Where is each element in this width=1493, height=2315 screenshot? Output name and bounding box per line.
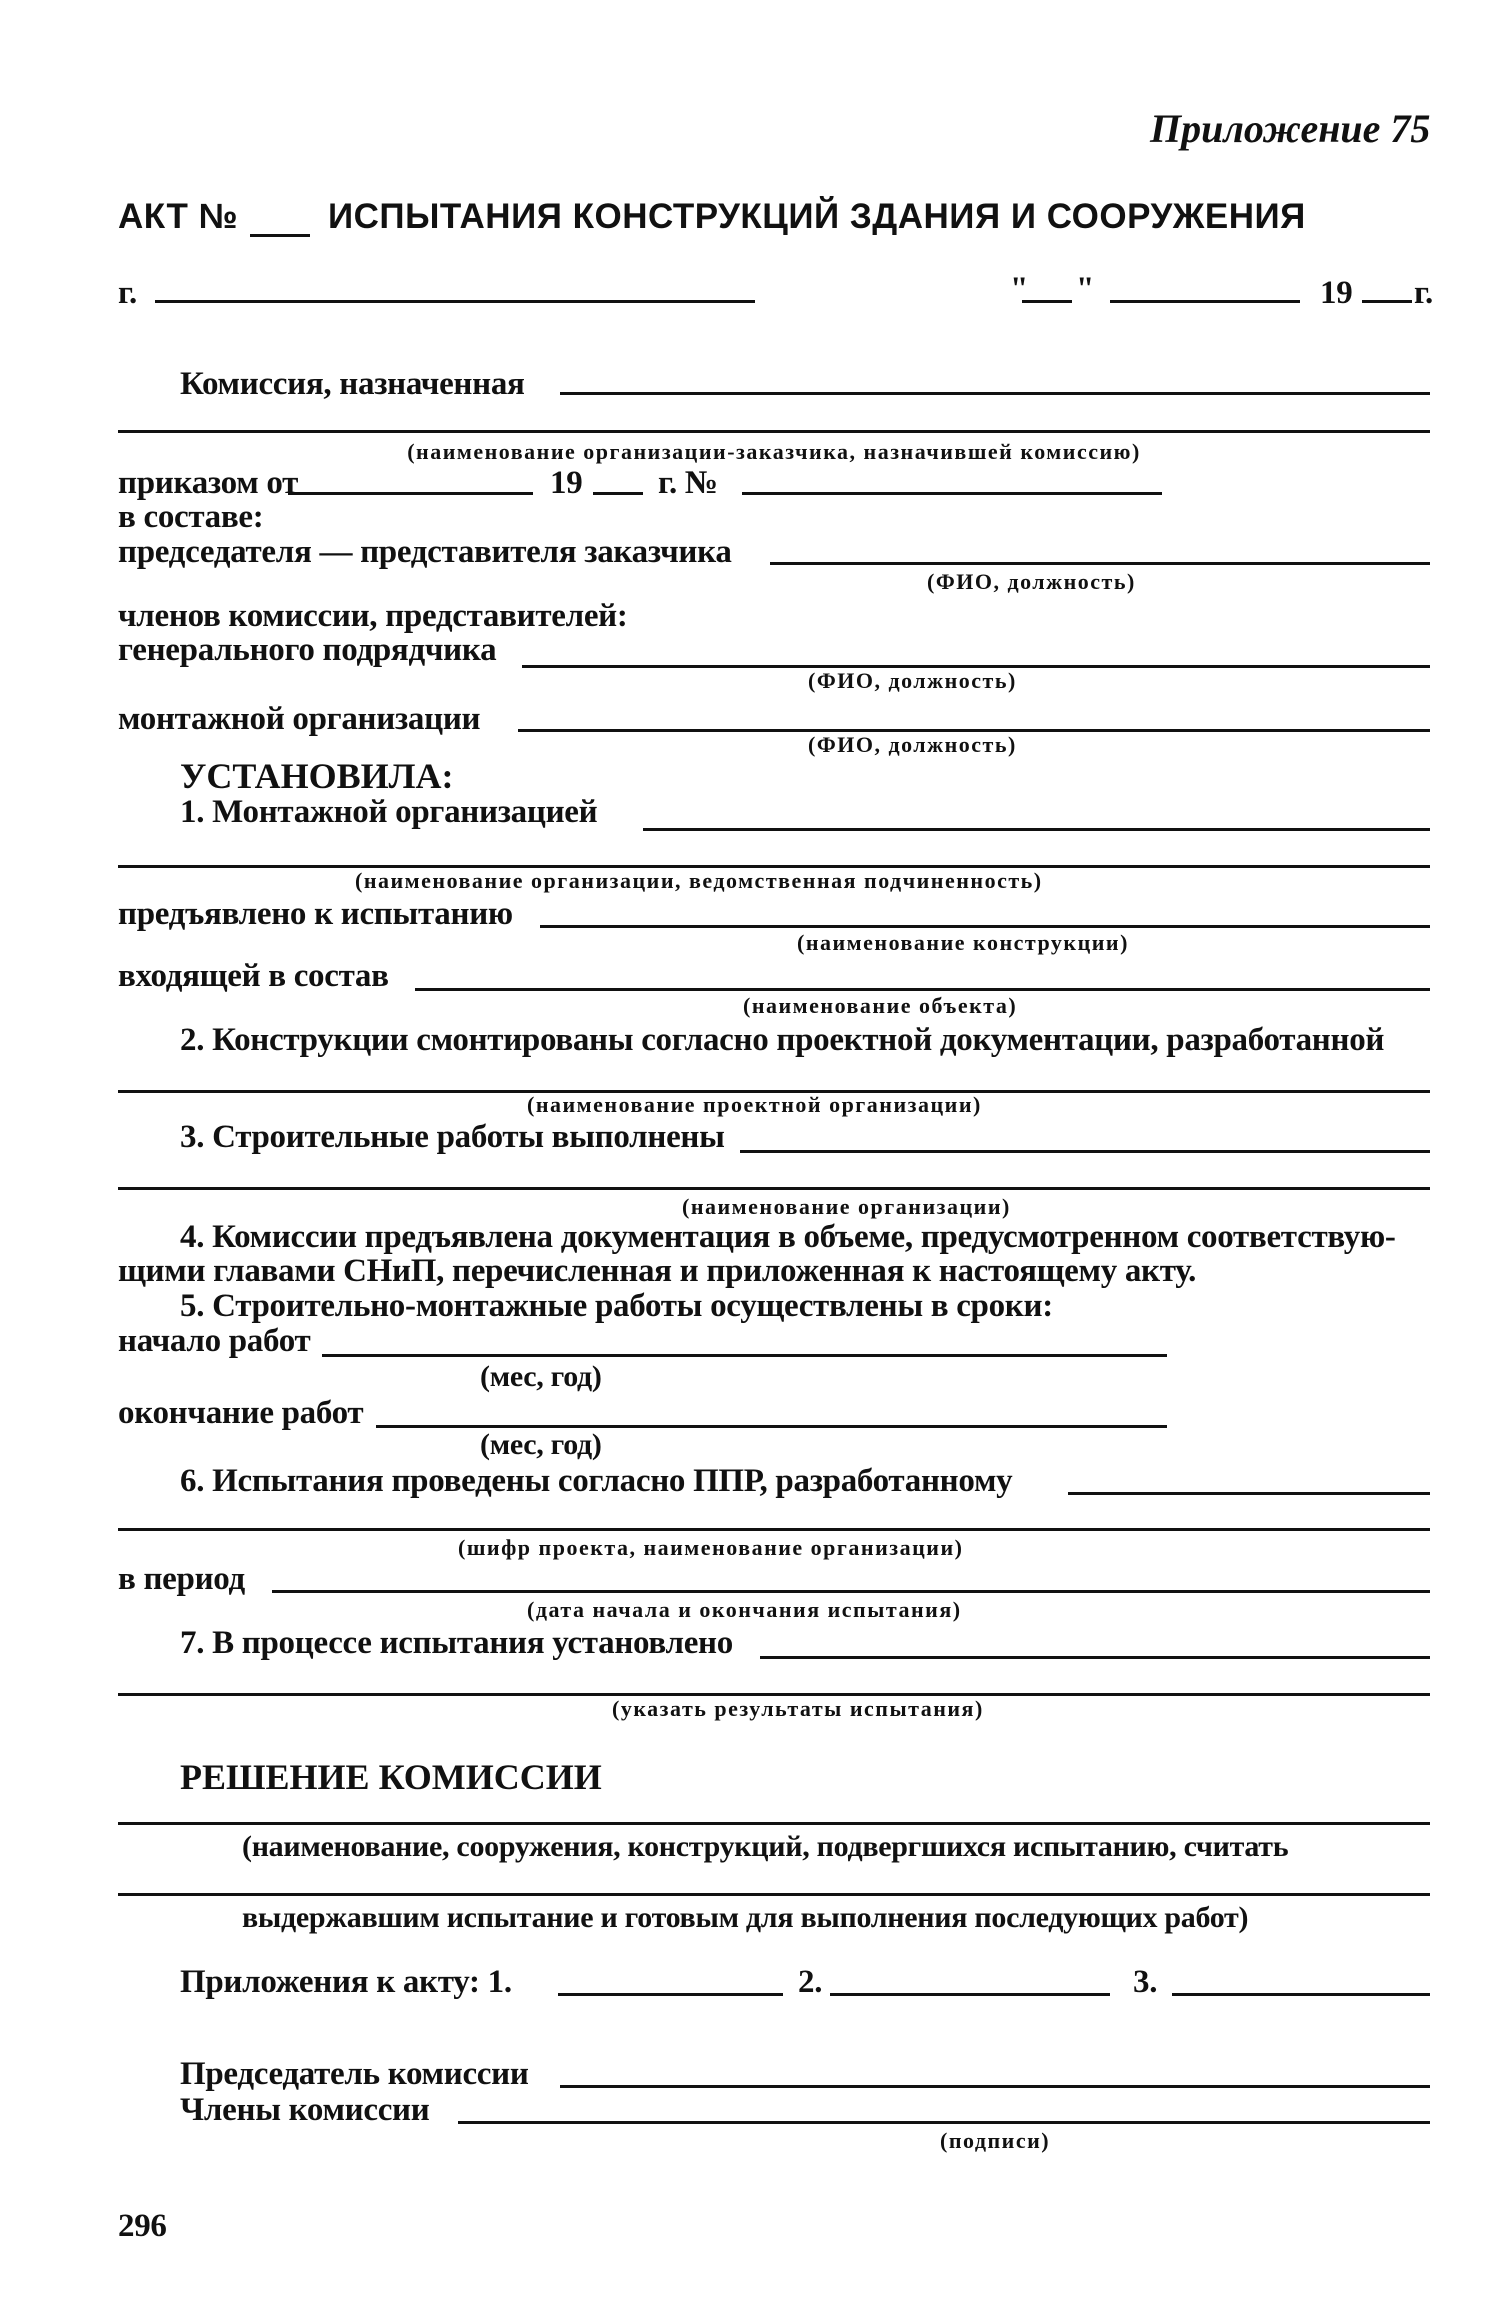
attachment3-line[interactable] <box>1172 1993 1430 1996</box>
quote-close: " <box>1076 271 1095 307</box>
item1-line[interactable] <box>643 828 1430 831</box>
city-prefix: г. <box>118 275 137 311</box>
city-line[interactable] <box>155 300 755 303</box>
item3-line2[interactable] <box>118 1187 1430 1190</box>
commission-appointed-label: Комиссия, назначенная <box>180 366 525 402</box>
commission-appointed-line[interactable] <box>560 392 1430 395</box>
installer-fio-caption: (ФИО, должность) <box>808 732 1017 757</box>
order-number-label: г. № <box>658 465 718 501</box>
act-number-line[interactable] <box>250 234 310 237</box>
attachment2-label: 2. <box>798 1964 823 2000</box>
period-label: в период <box>118 1561 245 1597</box>
order-date-line[interactable] <box>288 492 533 495</box>
org-caption: (наименование организации-заказчика, назначившей комиссию) <box>407 439 1141 464</box>
item6-line2[interactable] <box>118 1528 1430 1531</box>
day-line[interactable] <box>1022 300 1072 303</box>
item3-caption: (наименование организации) <box>682 1194 1011 1219</box>
year-prefix: 19 <box>1320 275 1353 311</box>
attachment1-line[interactable] <box>558 1993 783 1996</box>
part-of-label: входящей в состав <box>118 958 389 994</box>
start-label: начало работ <box>118 1323 311 1359</box>
decision-line2[interactable] <box>118 1893 1430 1896</box>
chairman-label: председателя — представителя заказчика <box>118 534 732 570</box>
decision-heading: РЕШЕНИЕ КОМИССИИ <box>180 1757 602 1797</box>
item7-line[interactable] <box>760 1656 1430 1659</box>
item4-line2: щими главами СНиП, перечисленная и приложенная к настоящему акту. <box>118 1253 1197 1289</box>
start-line[interactable] <box>322 1354 1167 1357</box>
title-prefix: АКТ № <box>118 197 239 236</box>
chairman-line[interactable] <box>770 562 1430 565</box>
chairman-signature-label: Председатель комиссии <box>180 2056 529 2092</box>
item5-label: 5. Строительно-монтажные работы осуществлены в сроки: <box>180 1288 1053 1324</box>
chairman-fio-caption: (ФИО, должность) <box>927 569 1136 594</box>
members-label: членов комиссии, представителей: <box>118 598 628 634</box>
chairman-signature-line[interactable] <box>560 2085 1430 2088</box>
decision-caption1: (наименование, сооружения, конструкций, подвергшихся испытанию, считать <box>242 1830 1289 1863</box>
month-line[interactable] <box>1110 300 1300 303</box>
period-caption: (дата начала и окончания испытания) <box>527 1597 962 1622</box>
item4-line1: 4. Комиссии предъявлена документация в объеме, предусмотренном соответствую- <box>180 1219 1396 1255</box>
item2-label: 2. Конструкции смонтированы согласно проектной документации, разработанной <box>180 1022 1385 1058</box>
order-year-label: 19 <box>550 465 583 501</box>
end-label: окончание работ <box>118 1395 364 1431</box>
order-year-line[interactable] <box>593 492 643 495</box>
start-caption: (мес, год) <box>480 1360 602 1393</box>
installer-label: монтажной организации <box>118 701 481 737</box>
item7-caption: (указать результаты испытания) <box>612 1696 984 1721</box>
contractor-label: генерального подрядчика <box>118 632 497 668</box>
composition-label: в составе: <box>118 499 264 535</box>
decision-caption2: выдержавшим испытание и готовым для выполнения последующих работ) <box>242 1901 1249 1934</box>
item3-line[interactable] <box>740 1150 1430 1153</box>
attachments-label: Приложения к акту: 1. <box>180 1964 512 2000</box>
members-signature-line[interactable] <box>458 2121 1430 2124</box>
presented-line[interactable] <box>540 925 1430 928</box>
item3-label: 3. Строительные работы выполнены <box>180 1119 725 1155</box>
period-line[interactable] <box>272 1590 1430 1593</box>
attachment2-line[interactable] <box>830 1993 1110 1996</box>
item1-label: 1. Монтажной организацией <box>180 794 598 830</box>
order-from-label: приказом от <box>118 465 299 501</box>
item6-label: 6. Испытания проведены согласно ППР, разработанному <box>180 1463 1013 1499</box>
quote-open: " <box>1010 271 1029 307</box>
year-suffix: г. <box>1414 275 1433 311</box>
page-title: ИСПЫТАНИЯ КОНСТРУКЦИЙ ЗДАНИЯ И СООРУЖЕНИЯ <box>328 197 1306 236</box>
order-number-line[interactable] <box>742 492 1162 495</box>
decision-line1[interactable] <box>118 1822 1430 1825</box>
object-caption: (наименование объекта) <box>743 993 1018 1018</box>
appendix-label: Приложение 75 <box>1150 106 1431 151</box>
part-of-line[interactable] <box>415 988 1430 991</box>
year-line[interactable] <box>1362 300 1412 303</box>
item7-label: 7. В процессе испытания установлено <box>180 1625 733 1661</box>
construction-caption: (наименование конструкции) <box>797 930 1129 955</box>
contractor-fio-caption: (ФИО, должность) <box>808 668 1017 693</box>
item6-line[interactable] <box>1068 1492 1430 1495</box>
item2-caption: (наименование проектной организации) <box>527 1092 982 1117</box>
commission-org-line[interactable] <box>118 430 1430 433</box>
presented-label: предъявлено к испытанию <box>118 896 513 932</box>
item6-caption: (шифр проекта, наименование организации) <box>458 1535 964 1560</box>
page-number: 296 <box>118 2208 167 2244</box>
members-signature-label: Члены комиссии <box>180 2092 430 2128</box>
signatures-caption: (подписи) <box>940 2128 1051 2153</box>
attachment3-label: 3. <box>1133 1964 1158 2000</box>
end-caption: (мес, год) <box>480 1428 602 1461</box>
established-heading: УСТАНОВИЛА: <box>180 756 454 796</box>
item1-caption: (наименование организации, ведомственная подчиненность) <box>355 868 1043 893</box>
